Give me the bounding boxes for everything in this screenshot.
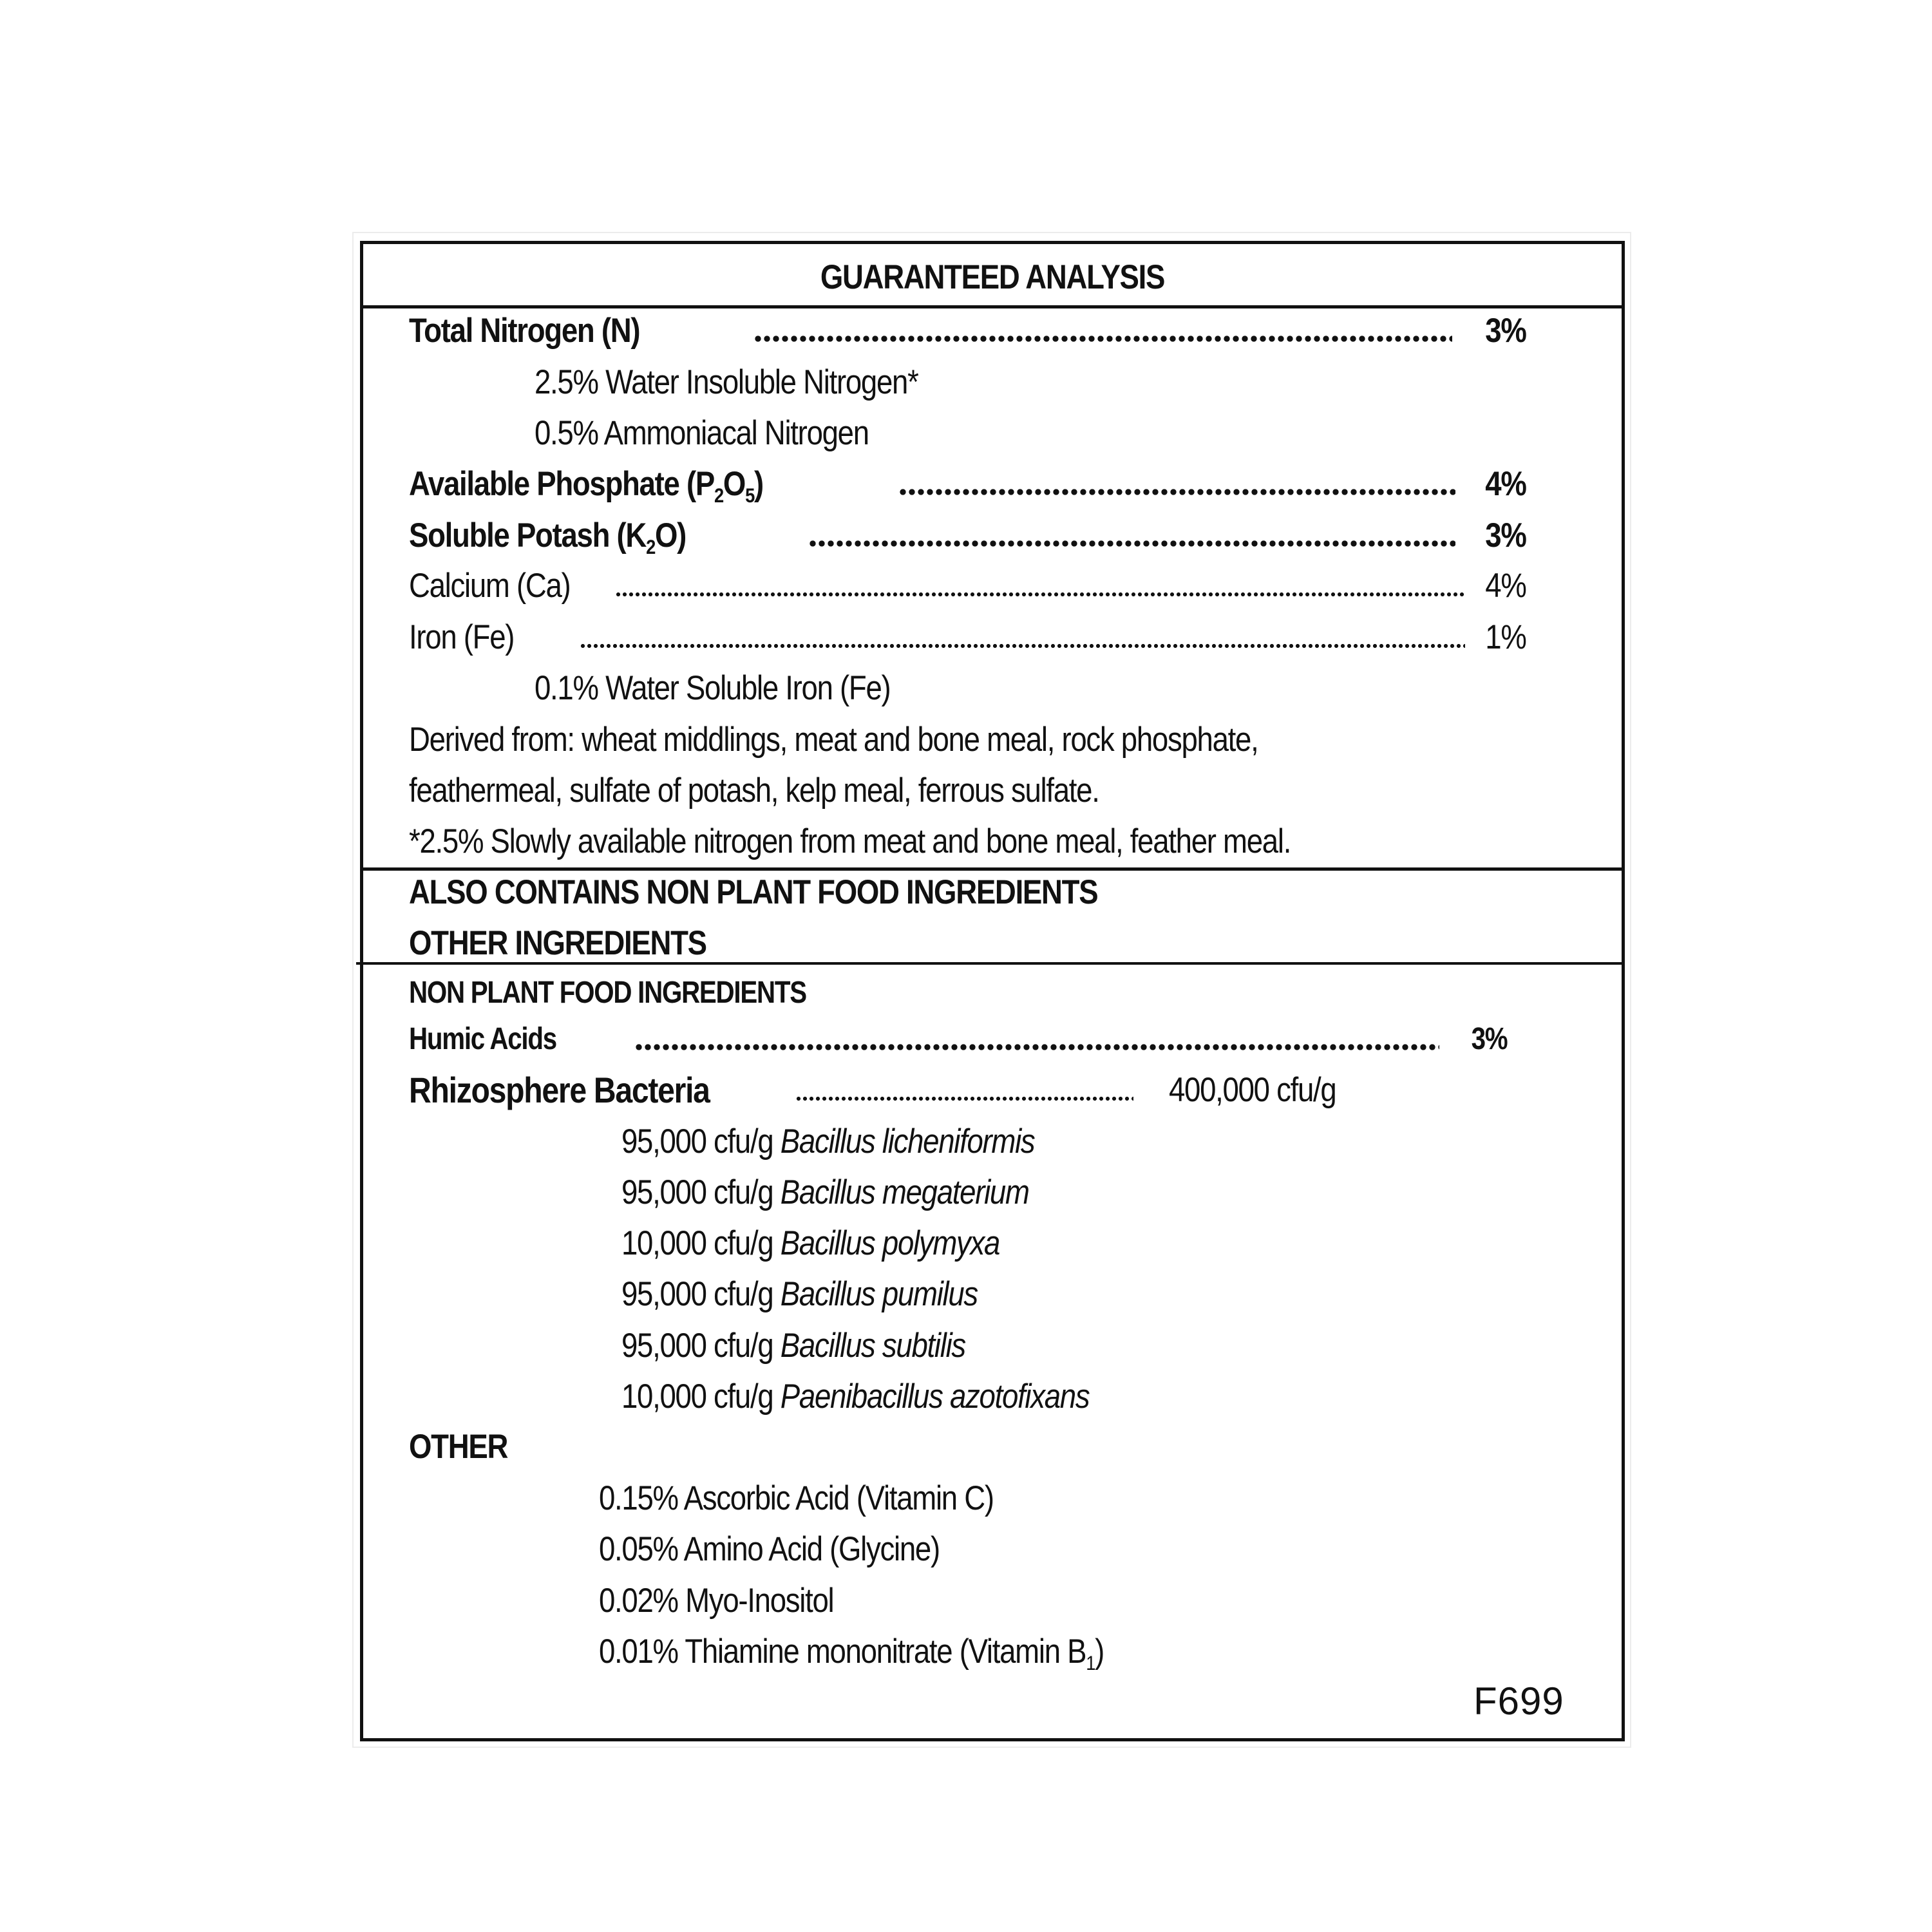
panel-title: GUARANTEED ANALYSIS xyxy=(820,258,1165,296)
strain-item: 95,000 cfu/g Bacillus licheniformis xyxy=(621,1122,1035,1160)
other-item: 0.05% Amino Acid (Glycine) xyxy=(599,1530,940,1568)
strain-name: Paenibacillus azotofixans xyxy=(780,1378,1090,1416)
calcium-row xyxy=(409,566,1526,606)
humic-leader-dots xyxy=(634,1044,1439,1050)
derived-footnote: *2.5% Slowly available nitrogen from meat and bone meal, feather meal. xyxy=(409,822,1291,860)
bacteria-label: Rhizosphere Bacteria xyxy=(409,1070,710,1110)
nitrogen-leader-dots xyxy=(753,336,1452,342)
strain-item: 10,000 cfu/g Paenibacillus azotofixans xyxy=(621,1378,1090,1416)
derived-line-2: feathermeal, sulfate of potash, kelp meal, ferrous sulfate. xyxy=(409,772,1099,810)
phosphate-row xyxy=(409,464,1526,507)
strain-name: Bacillus pumilus xyxy=(780,1275,978,1313)
strain-item: 10,000 cfu/g Bacillus polymyxa xyxy=(621,1224,1000,1262)
strain-item: 95,000 cfu/g Bacillus megaterium xyxy=(621,1173,1029,1211)
bacteria-row xyxy=(409,1070,1397,1110)
calcium-value: 4% xyxy=(1485,567,1526,605)
ingredients-divider xyxy=(356,962,1623,965)
nitrogen-sub-ammoniacal: 0.5% Ammoniacal Nitrogen xyxy=(535,414,869,452)
non-plant-heading: NON PLANT FOOD INGREDIENTS xyxy=(409,976,806,1010)
strain-item: 95,000 cfu/g Bacillus subtilis xyxy=(621,1327,965,1365)
other-ingredients-heading: OTHER INGREDIENTS xyxy=(409,924,706,962)
strain-name: Bacillus polymyxa xyxy=(780,1224,1000,1262)
nitrogen-row xyxy=(409,311,1526,351)
phosphate-label: Available Phosphate $(P_2O_5)$ xyxy=(409,465,763,507)
potash-row xyxy=(409,516,1526,559)
bacteria-value: 400,000 cfu/g xyxy=(1169,1071,1336,1109)
bacteria-leader-dots xyxy=(795,1096,1133,1101)
strain-name: Bacillus subtilis xyxy=(780,1327,965,1365)
strain-item: 95,000 cfu/g Bacillus pumilus xyxy=(621,1275,978,1313)
phosphate-value: 4% xyxy=(1485,465,1526,503)
other-item: 0.15% Ascorbic Acid (Vitamin C) xyxy=(599,1479,994,1517)
nitrogen-label: Total Nitrogen (N) xyxy=(409,312,640,350)
potash-label: Soluble Potash $(K_2O)$ xyxy=(409,516,687,559)
potash-value: 3% xyxy=(1485,516,1526,554)
humic-value: 3% xyxy=(1471,1022,1507,1056)
iron-sub-soluble: 0.1% Water Soluble Iron (Fe) xyxy=(535,669,891,707)
also-contains-heading: ALSO CONTAINS NON PLANT FOOD INGREDIENTS xyxy=(409,873,1098,911)
other-item-thiamine: 0.01% Thiamine mononitrate (Vitamin $B_1$) xyxy=(599,1633,1104,1675)
iron-leader-dots xyxy=(580,643,1465,649)
strain-name: Bacillus megaterium xyxy=(780,1173,1029,1211)
potash-leader-dots xyxy=(808,540,1455,547)
nitrogen-sub-insoluble: 2.5% Water Insoluble Nitrogen* xyxy=(535,363,918,401)
nitrogen-value: 3% xyxy=(1485,312,1526,350)
calcium-leader-dots xyxy=(615,592,1465,597)
iron-value: 1% xyxy=(1485,618,1526,656)
strain-name: Bacillus licheniformis xyxy=(780,1122,1035,1160)
iron-label: Iron (Fe) xyxy=(409,618,515,656)
other-item: 0.02% Myo-Inositol xyxy=(599,1582,834,1620)
derived-divider xyxy=(360,867,1625,871)
other-heading: OTHER xyxy=(409,1428,508,1466)
calcium-label: Calcium (Ca) xyxy=(409,567,571,605)
humic-row xyxy=(409,1019,1507,1059)
phosphate-leader-dots xyxy=(898,489,1455,495)
title-divider xyxy=(360,305,1625,308)
iron-row xyxy=(409,618,1526,658)
derived-line-1: Derived from: wheat middlings, meat and bone meal, rock phosphate, xyxy=(409,721,1258,759)
product-code: F699 xyxy=(1473,1680,1564,1723)
humic-label: Humic Acids xyxy=(409,1022,556,1056)
